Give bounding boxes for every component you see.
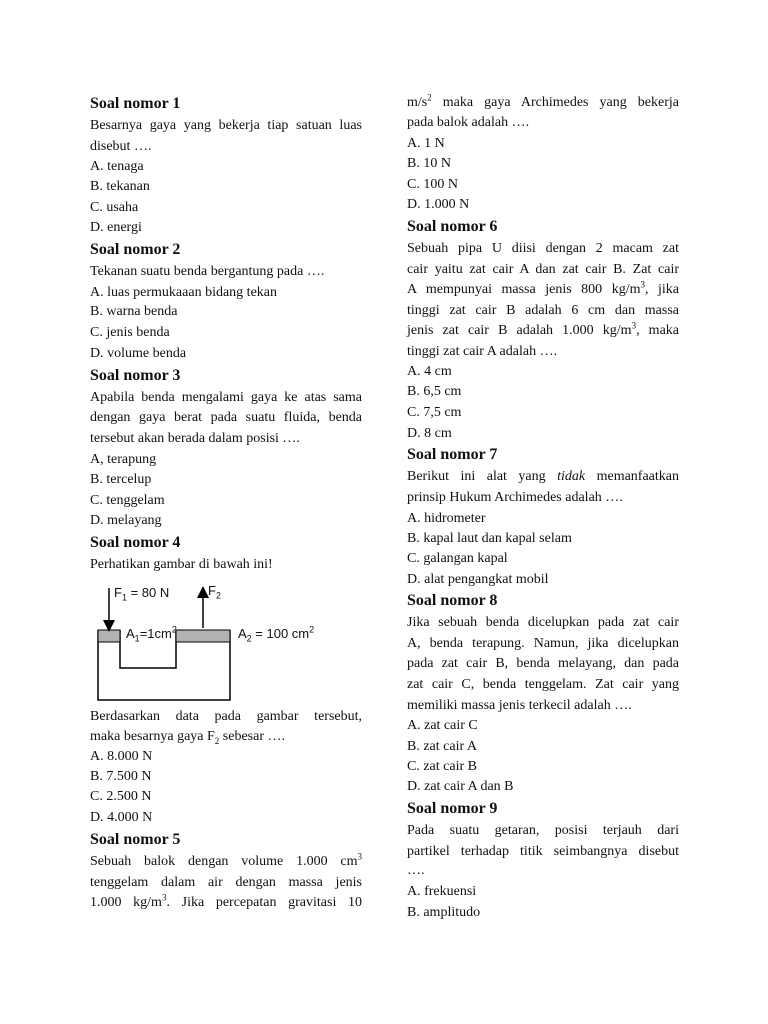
question-6-text-line-1: Sebuah pipa U diisi dengan 2 macam zat [407,241,679,256]
question-6-option-c: C. 7,5 cm [407,405,462,420]
question-7-text-line-2: prinsip Hukum Archimedes adalah …. [407,490,623,505]
label-f2: $F_2$ [208,583,221,601]
question-3-text-line-3: tersebut akan berada dalam posisi …. [90,431,300,446]
question-1-option-d: D. energi [90,220,142,235]
question-5-title: Soal nomor 5 [90,831,181,848]
question-3-option-d: D. melayang [90,513,162,528]
question-8-option-d: D. zat cair A dan B [407,779,514,794]
label-f1: $F_1 = 80$ N [114,585,170,603]
question-4-text-line-3: maka besarnya gaya $F_2$ sebesar …. [90,729,285,746]
question-9-text-line-3: …. [407,863,425,878]
question-5-option-a: A. 1 N [407,136,445,151]
question-5-option-c: C. 100 N [407,177,458,192]
question-4-option-a: A. 8.000 N [90,749,153,764]
question-3-option-b: B. tercelup [90,472,152,487]
question-1-title: Soal nomor 1 [90,95,181,112]
question-1-text-line-2: disebut …. [90,139,152,154]
large-piston [176,630,230,642]
question-4-option-d: D. 4.000 N [90,810,153,825]
question-7-title: Soal nomor 7 [407,446,498,463]
question-4-title: Soal nomor 4 [90,534,181,551]
question-5-text-line-4: $m/s^2$ maka gaya Archimedes yang bekerja [407,92,679,110]
question-2-text-line-1: Tekanan suatu benda bergantung pada …. [90,264,325,279]
label-a2: $A_2 = 100$ $cm^2$ [238,624,315,644]
question-9-title: Soal nomor 9 [407,800,498,817]
question-6-text-line-4: tinggi zat cair B adalah 6 cm dan massa [407,303,679,318]
question-4-option-c: C. 2.500 N [90,789,152,804]
question-7-option-c: C. galangan kapal [407,551,508,566]
question-9-option-b: B. amplitudo [407,905,481,920]
question-8-text-line-1: Jika sebuah benda dicelupkan pada zat cair [407,615,679,630]
question-2-title: Soal nomor 2 [90,241,181,258]
question-3-title: Soal nomor 3 [90,367,181,384]
question-1-option-b: B. tekanan [90,179,150,194]
question-4-option-b: B. 7.500 N [90,769,152,784]
question-1-text-line-1: Besarnya gaya yang bekerja tiap satuan luas [90,118,362,133]
question-6-title: Soal nomor 6 [407,218,498,235]
question-8-text-line-3: pada zat cair B, benda melayang, dan pada [407,656,679,671]
question-3-option-c: C. tenggelam [90,493,165,508]
question-8-option-b: B. zat cair A [407,739,477,754]
question-2-option-d: D. volume benda [90,346,187,361]
label-a1: $A_1=1cm^2$ [126,624,177,644]
question-3-option-a: A, terapung [90,452,157,467]
question-5-option-b: B. 10 N [407,156,451,171]
question-6-text-line-3: A mempunyai massa jenis 800 $kg/m^3$, jika [407,279,679,297]
question-8-text-line-4: zat cair C, benda tenggelam. Zat cair yang [407,677,679,692]
question-6-text-line-2: cair yaitu zat cair A dan zat cair B. Zat cair [407,262,679,277]
small-piston [98,630,120,642]
question-4-text-line-1: Perhatikan gambar di bawah ini! [90,557,273,572]
question-8-option-c: C. zat cair B [407,759,477,774]
question-5-text-line-3: 1.000 $kg/m^3$. Jika percepatan gravitasi 10 [90,892,362,910]
question-1-option-c: C. usaha [90,200,139,215]
question-8-text-line-5: memiliki massa jenis terkecil adalah …. [407,698,632,713]
question-3-text-line-2: dengan gaya berat pada suatu fluida, benda [90,410,362,425]
question-7-text-line-1: Berikut ini alat yang tidak memanfaatkan [407,469,679,484]
question-6-text-line-5: jenis zat cair B adalah 1.000 $kg/m^3$, maka [407,320,679,338]
question-2-option-b: B. warna benda [90,304,178,319]
question-8-title: Soal nomor 8 [407,592,498,609]
question-6-text-line-6: tinggi zat cair A adalah …. [407,344,558,359]
question-2-option-c: C. jenis benda [90,325,170,340]
question-7-option-d: D. alat pengangkat mobil [407,572,549,587]
question-6-option-a: A. 4 cm [407,364,452,379]
question-4-text-line-2: Berdasarkan data pada gambar tersebut, [90,709,362,724]
question-8-option-a: A. zat cair C [407,718,478,733]
question-5-option-d: D. 1.000 N [407,197,470,212]
question-6-option-d: D. 8 cm [407,426,452,441]
question-9-text-line-1: Pada suatu getaran, posisi terjauh dari [407,823,679,838]
question-5-text-line-1: Sebuah balok dengan volume 1.000 $cm^3$ [90,851,362,869]
question-5-text-line-2: tenggelam dalam air dengan massa jenis [90,875,362,890]
question-7-option-b: B. kapal laut dan kapal selam [407,531,572,546]
question-3-text-line-1: Apabila benda mengalami gaya ke atas sama [90,390,362,405]
question-9-text-line-2: partikel terhadap titik seimbangnya disebut [407,844,679,859]
question-7-option-a: A. hidrometer [407,511,486,526]
hydraulic-press-figure [90,584,320,709]
question-6-option-b: B. 6,5 cm [407,384,462,399]
question-5-text-line-5: pada balok adalah …. [407,115,530,130]
question-1-option-a: A. tenaga [90,159,144,174]
question-8-text-line-2: A, benda terapung. Namun, jika dicelupkan [407,636,679,651]
question-2-option-a: A. luas permukaaan bidang tekan [90,285,277,300]
question-9-option-a: A. frekuensi [407,884,477,899]
